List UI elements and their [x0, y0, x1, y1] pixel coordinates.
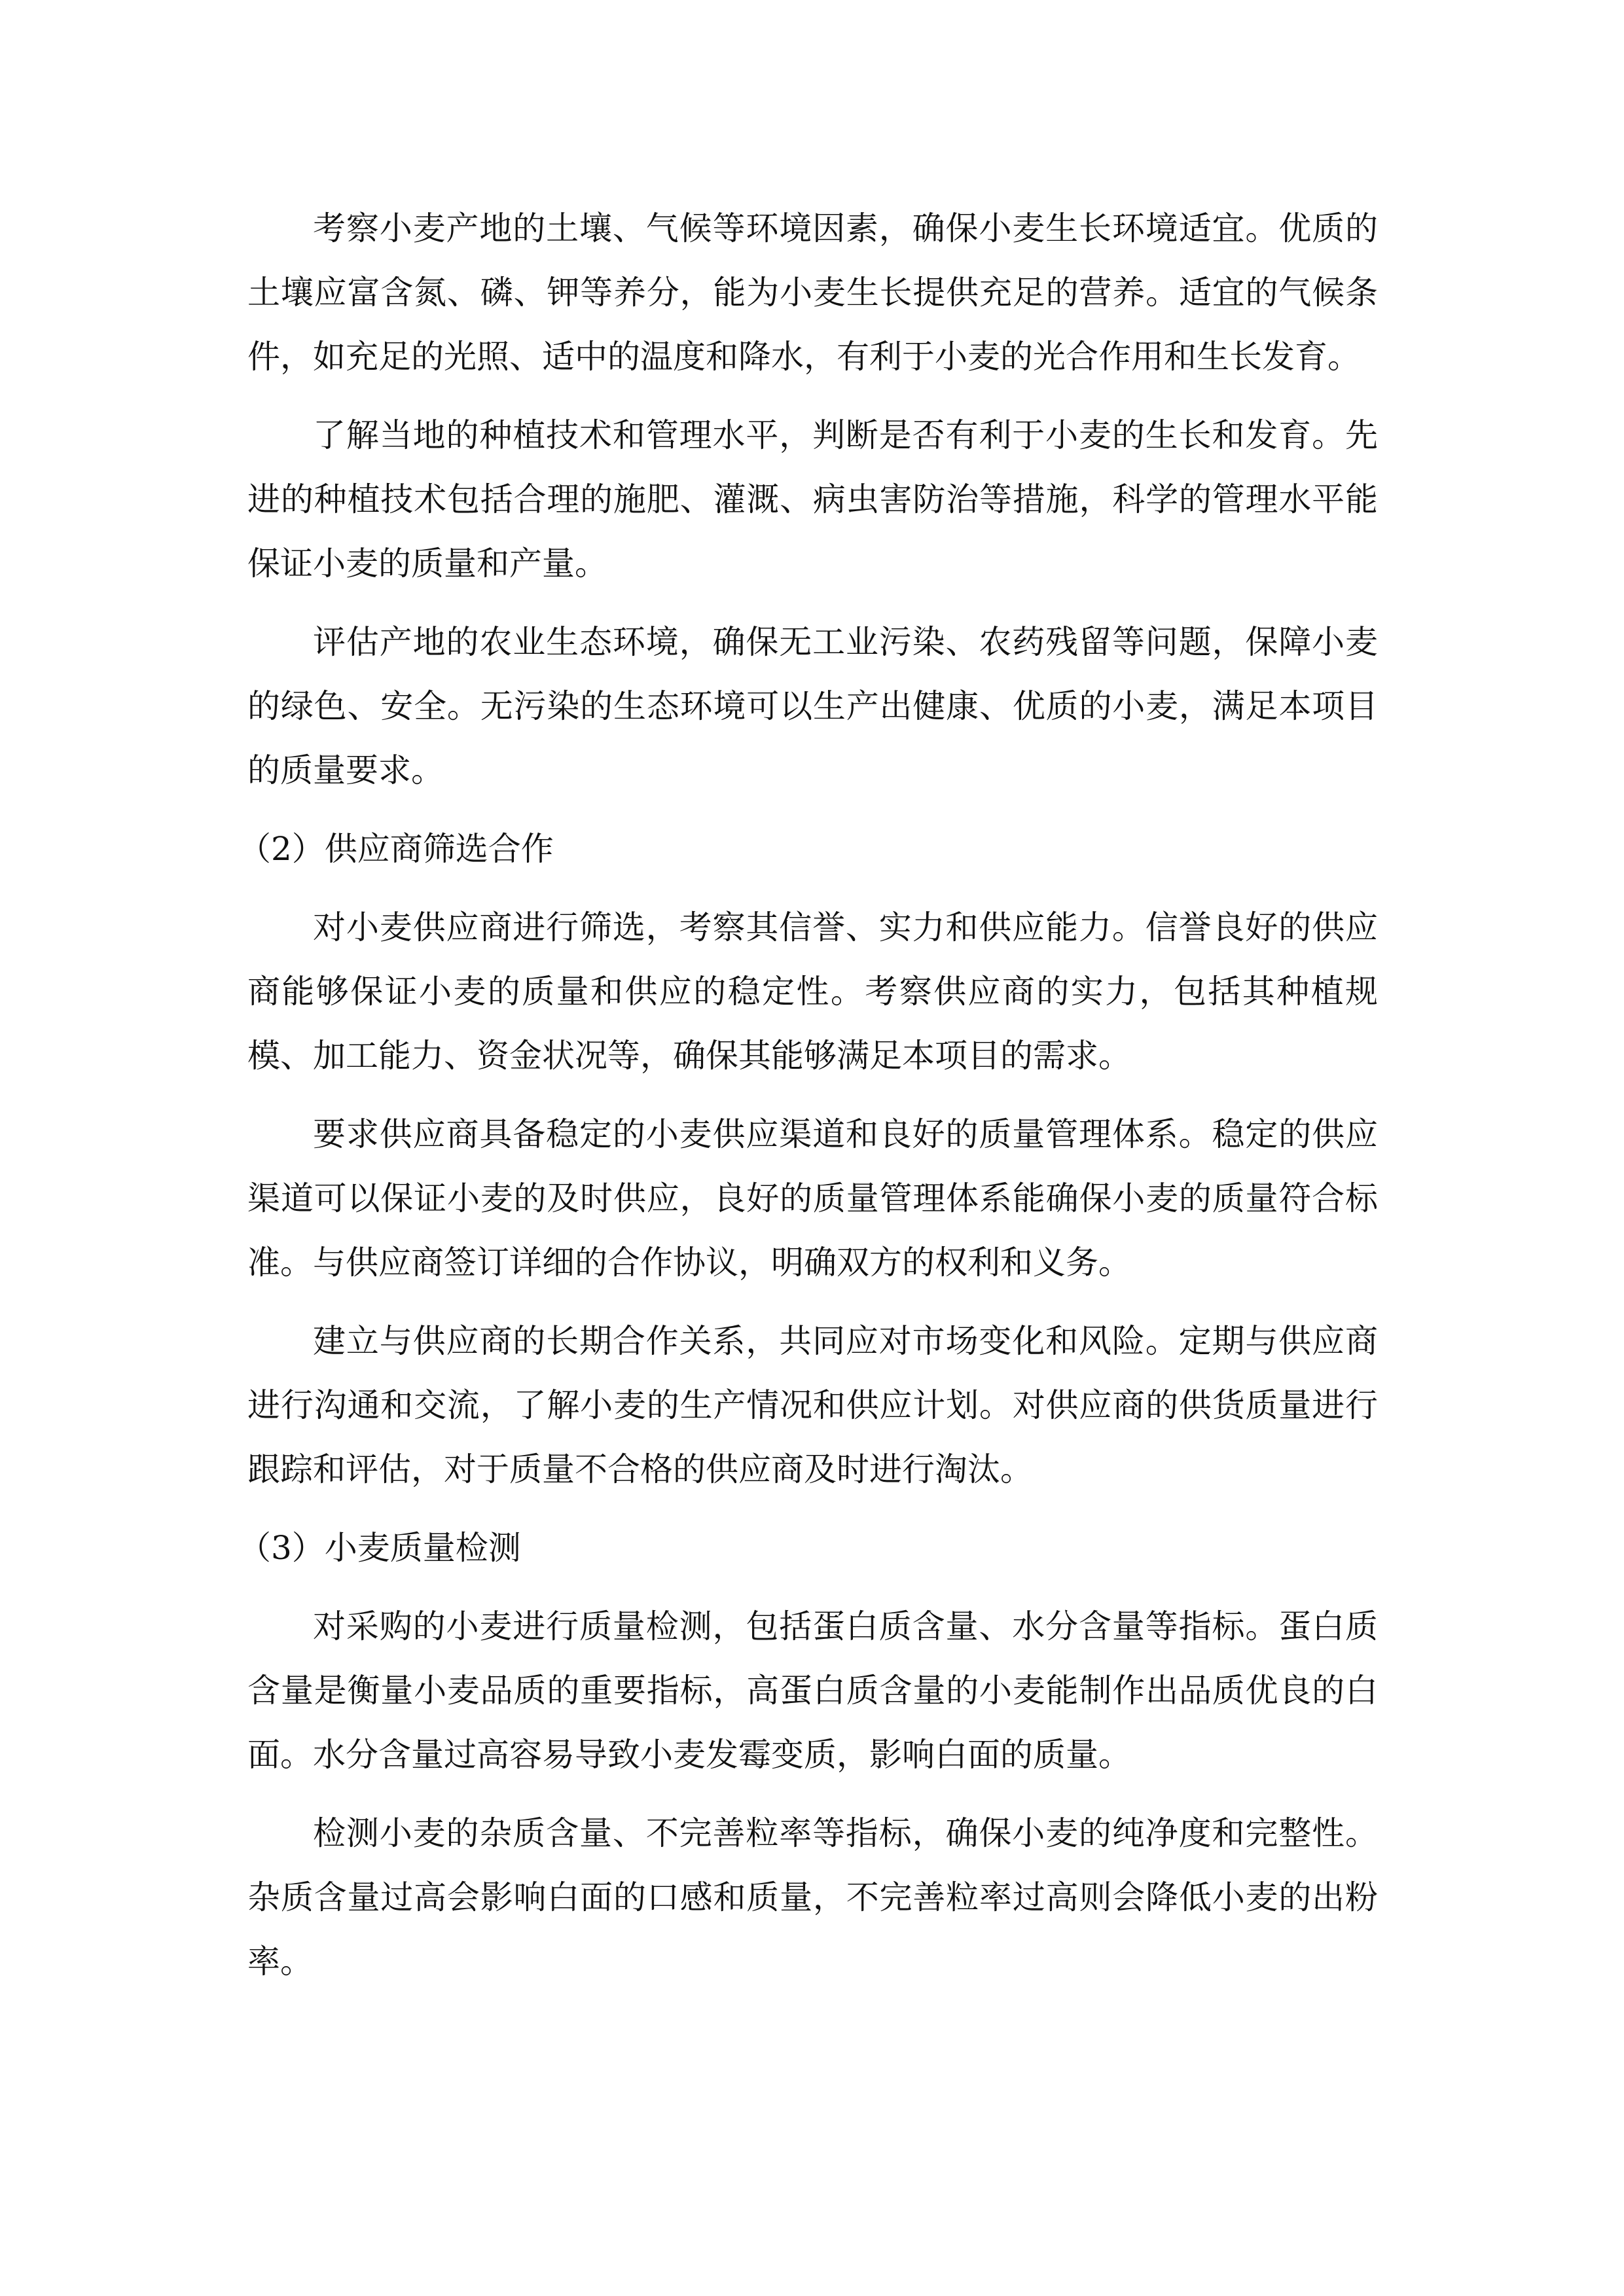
paragraph-planting-technology: 了解当地的种植技术和管理水平，判断是否有利于小麦的生长和发育。先进的种植技术包括合理的施肥、灌溉、病虫害防治等措施，科学的管理水平能保证小麦的质量和产量。 — [247, 416, 1378, 583]
paragraph-protein-moisture: 对采购的小麦进行质量检测，包括蛋白质含量、水分含量等指标。蛋白质含量是衡量小麦品质的重要指标，高蛋白质含量的小麦能制作出品质优良的白面。水分含量过高容易导致小麦发霉变质，影响白面的质量。 — [247, 1607, 1378, 1774]
paragraph-supplier-screening: 对小麦供应商进行筛选，考察其信誉、实力和供应能力。信誉良好的供应商能够保证小麦的质量和供应的稳定性。考察供应商的实力，包括其种植规模、加工能力、资金状况等，确保其能够满足本项目的需求。 — [247, 908, 1378, 1075]
paragraph-supplier-requirements: 要求供应商具备稳定的小麦供应渠道和良好的质量管理体系。稳定的供应渠道可以保证小麦的及时供应，良好的质量管理体系能确保小麦的质量符合标准。与供应商签订详细的合作协议，明确双方的权利和义务。 — [247, 1115, 1378, 1282]
paragraph-impurity-testing: 检测小麦的杂质含量、不完善粒率等指标，确保小麦的纯净度和完整性。杂质含量过高会影响白面的口感和质量，不完善粒率过高则会降低小麦的出粉率。 — [247, 1814, 1378, 1981]
document-body — [238, 196, 1378, 2008]
paragraph-long-term-cooperation: 建立与供应商的长期合作关系，共同应对市场变化和风险。定期与供应商进行沟通和交流，了解小麦的生产情况和供应计划。对供应商的供货质量进行跟踪和评估，对于质量不合格的供应商及时进行淘汰。 — [247, 1322, 1378, 1488]
section-heading-supplier-selection: （2）供应商筛选合作 — [238, 830, 554, 868]
section-heading-quality-testing: （3）小麦质量检测 — [238, 1529, 521, 1567]
paragraph-soil-climate: 考察小麦产地的土壤、气候等环境因素，确保小麦生长环境适宜。优质的土壤应富含氮、磷、钾等养分，能为小麦生长提供充足的营养。适宜的气候条件，如充足的光照、适中的温度和降水，有利于小麦的光合作用和生长发育。 — [247, 209, 1378, 376]
paragraph-ecological-environment: 评估产地的农业生态环境，确保无工业污染、农药残留等问题，保障小麦的绿色、安全。无污染的生态环境可以生产出健康、优质的小麦，满足本项目的质量要求。 — [247, 623, 1378, 789]
